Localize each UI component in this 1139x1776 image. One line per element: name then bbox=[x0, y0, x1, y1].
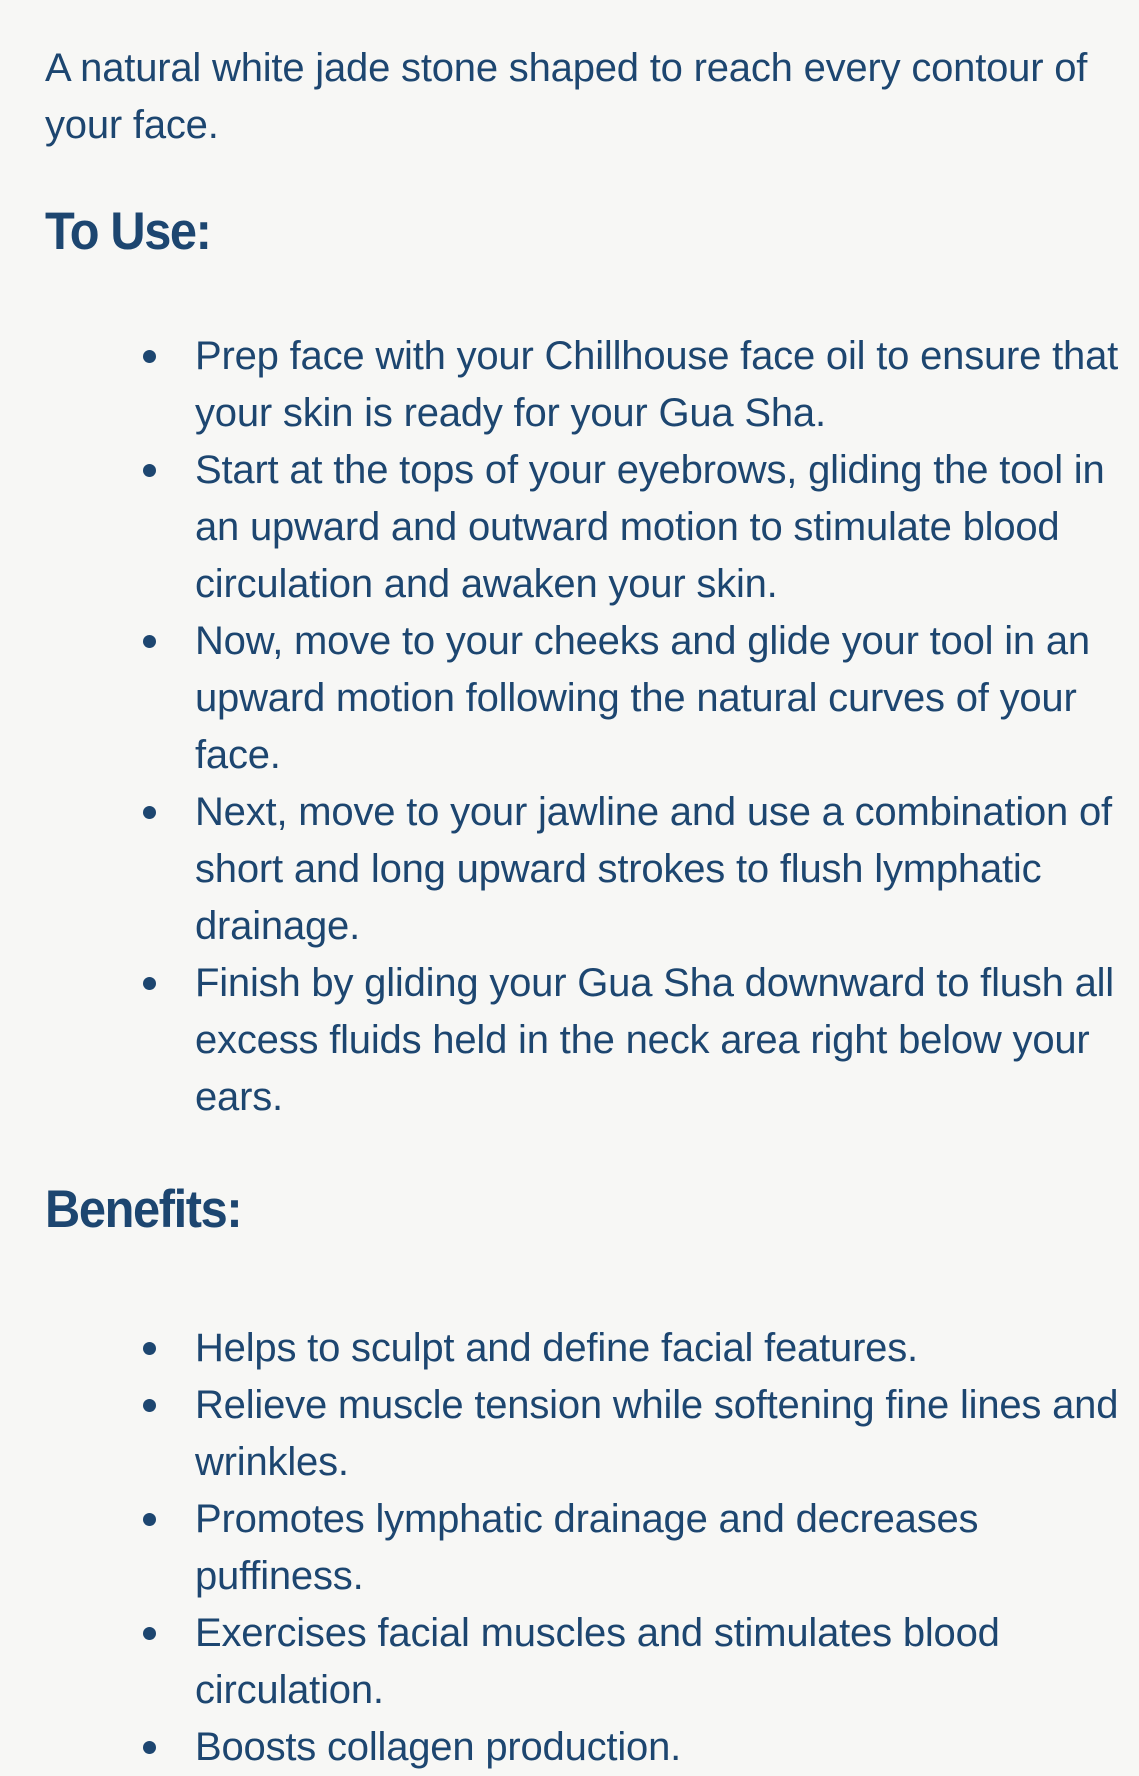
list-item: Now, move to your cheeks and glide your tool in an upward motion following the natural curves of your face. bbox=[195, 613, 1125, 784]
list-item: Relieve muscle tension while softening fine lines and wrinkles. bbox=[195, 1377, 1125, 1491]
benefits-list bbox=[45, 1320, 1125, 1776]
list-item: Boosts collagen production. bbox=[195, 1719, 1125, 1776]
list-item: Helps to sculpt and define facial features. bbox=[195, 1320, 1125, 1377]
list-item: Next, move to your jawline and use a combination of short and long upward strokes to flush lymphatic drainage. bbox=[195, 784, 1125, 955]
to-use-list bbox=[45, 328, 1125, 1126]
product-description bbox=[45, 40, 1125, 1776]
to-use-heading: To Use: bbox=[45, 202, 211, 261]
list-item: Prep face with your Chillhouse face oil to ensure that your skin is ready for your Gua Sha. bbox=[195, 328, 1125, 442]
intro-text: A natural white jade stone shaped to reach every contour of your face. bbox=[45, 46, 1088, 147]
benefits-heading: Benefits: bbox=[45, 1180, 242, 1239]
list-item: Start at the tops of your eyebrows, gliding the tool in an upward and outward motion to stimulate blood circulation and awaken your skin. bbox=[195, 442, 1125, 613]
list-item: Promotes lymphatic drainage and decreases puffiness. bbox=[195, 1491, 1125, 1605]
list-item: Exercises facial muscles and stimulates blood circulation. bbox=[195, 1605, 1125, 1719]
list-item: Finish by gliding your Gua Sha downward to flush all excess fluids held in the neck area right below your ears. bbox=[195, 955, 1125, 1126]
